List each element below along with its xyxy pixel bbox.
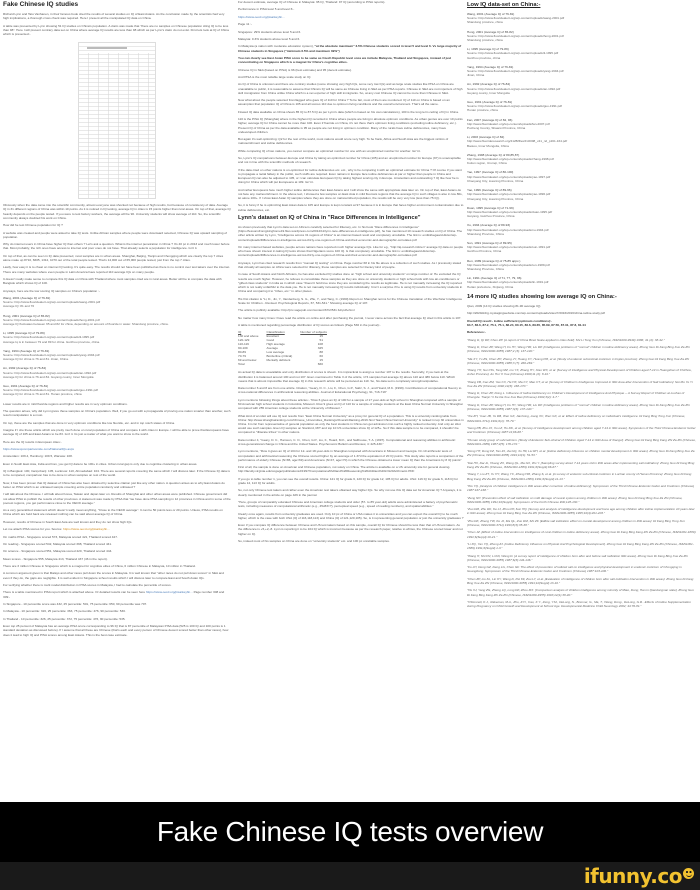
percentile-line: In Thailand - 10 percentile: 326, 25 percentile: 372, 75 percentile: 476, 90 percentile: 535. bbox=[3, 616, 126, 621]
reference-item: "Geng PB, Zhu JX, Xu LZ, Hu DK, et al. [Survey of intelligence development among children aged 7-14 in IDD areas]. Symposium of the Third Chinese Endemic Goiter and Cretinism (Chinese) 1987:11;66-68." bbox=[467, 426, 696, 435]
paragraph: Anyways, Lynn has cited research results from "manual IQ testing" on China. Page number 68 in his file above is a collection of such studies. As I previously stated that virtually all samples on Africa were selected for illiteracy, these samples are selected for literacy kind of people. bbox=[238, 260, 462, 270]
study-heading: Wang, 2001 (Average IQ of 76-81) bbox=[3, 295, 51, 300]
study-source-link[interactable]: Source: http://www.fluoridealert.org/wp-content/uploads/li-1995.pdf bbox=[467, 51, 559, 56]
reference-item: "Chen JZ. [Effect of iodine intervention on intelligence of rural children in iodine deficiency areas]. Zhong Guo Di Fang Bing Fang Zhi Za Zhi (Chinese, ISSN1001-1889) 1991;6(Suppl):19-21." bbox=[467, 530, 696, 539]
reference-item: "Wang D, Chen ZP, Dong L. Influence of Iodine Deficiency on Children's Development of Intelligence And Physique -- A Survey Report of Children at Luchao of Chengde. Tianjin Yi Ke Da Xue Xue Bao (Chinese) 1994;3(2): 4-7." bbox=[467, 391, 685, 400]
table-row: 130 and above Excellent 15 bbox=[238, 334, 323, 339]
paragraph: Even if you compare IQ difference between Chinese and US test takers based on this sample, overall IQ for Chinese should be less than that of US test takers. As the difference is +5,+2,-8. Lynn is reporting it to be 104 IQ which is incorrect because as per the research paper, relative to whites, the Chinese scored lower and not higher on IQ. bbox=[238, 523, 463, 536]
paragraph: But again it's well optimizing: Q2 for the rest of the world, most nations would score very high. To be frank, Africa and South Asia are the biggest victims of malnourishment and iodine deficiencies. bbox=[238, 137, 449, 146]
paragraph: As actual IQ data is unavailable and only distribution of scores is shown. It is impractical to assign a number 107 to the results. Secondly, if you look at the distribution it is balanced around 100 and not 107. Even mentioned in Table II of the article, 174 samples had average IQ above 110 and 486 below 110. Which means that is almost impossible that average IQ in this research article will be perceived as 110. So, his data set is completely wrong/manipulative. bbox=[238, 370, 456, 383]
reference-item: "Wang H, Shi FN, Li KD, Wang D. [A survey report of intelligence of children born after and before salt iodization IDD areas]. Zhong Guo Di Fang Bing Xue Za Zhi (Chinese, ISSN1000-4955) 1987;6(3):144-146." bbox=[467, 553, 688, 562]
reference-item: "Wang FB, Cao ZM, Yao CX, He HX, Ma CY, Mao CT, et al. [Survey of Children's Intelligence Improved in IDD Area after Intervention of Salt Iodization]. Nei Mo Ye Yi Xue Za Zhi (Chinese) 1992;14(3): 168-170." bbox=[467, 379, 693, 388]
reference-item: "Wang Y, Liu ZT, Yu HY, Wang YC, Zhang HM, Zhang S, et al. [A survey of endemic sub-clinical cretinism in Luchan county of Henan Province]. Zhong Guo Di Fang Bing Fang Zhi Za Zhi (Chinese, ISSN1001-1889) 1991;6(Suppl):11-13." bbox=[467, 472, 692, 481]
reference-item: "Ma XY, Yu ZS, Chen ZH, Zheng JY, Huang CY, Huang PM, et al. [Study of endemic subcretinal cretinism in Fujian province]. Zhong Guo Di Fang Bing Xue Za Zhi (Chinese, ISSN1000-4955) 1988;3 (7): 266-269." bbox=[467, 356, 690, 365]
paragraph: And rather Europeans face much higher iodine deficiencies than East Asians and I will show the same with appropriate data later on. On top of that, East Asians do not face any malnourishment. In the above text, I showed a few samples on East Asia in mild fluorosis regions that the average IQ in such villages is also in low 80s, let alone 100+. If I show East Asian IQ samples where they are done on malnourished population, the results will be very very low (less than 75 IQ). bbox=[238, 187, 463, 201]
pisa-source-link[interactable]: https://www.oecd.org/pisa/keyfin... bbox=[63, 527, 110, 532]
paragraph: It doesn't really make sense to compare this IQ data on China with Thailand where most samples cited are in rural areas. Better will be to compare the data with Bangkok which shows IQ of 100. bbox=[3, 276, 222, 286]
reference-item: "Li XQ, Yan YQ, Zheng ZJ. [Iodine Deficiency Influence on Physical And Psychological Development]. Zhong Guo Di Fang Bing Fang Zhi Za Zhi (Chinese, ISSN1001-1889) 1991;6(Suppl):1-3." bbox=[467, 542, 694, 551]
paragraph: For verifying whether there is multi modal distribution in PISA scores in Malaysia, I had to calculate the percentile of scores. bbox=[3, 583, 172, 588]
study-entry: Duan, 1995 (Average IQ of 71-99) http://www.fluoridealert.org/wp-content/uploads/duan-1995.pdf Guiyang, Guizhou Province, China bbox=[467, 206, 697, 219]
pisa-keyfindings-link[interactable]: https://www.oecd.org/pisa/keyfin... bbox=[238, 14, 285, 19]
study-entry: Ren, 1989 (Average IQ of 75-85 appx.) http://www.fluoridealert.org/wp-content/uploads/ren-1989.pdf Shandong Province, China bbox=[467, 259, 697, 272]
paragraph: Data number 4, "Geary, D. C., Hamson, C. O., Chen, G.P., Liu, F., Hoard, M.K., and Salthouse, T. A. (1997). Computational and reasoning abilities in arithmetic: cross-generational change in China and the United States. Psychonomic Bulletin and Review, 4: 425-430." bbox=[238, 437, 456, 447]
column-3 bbox=[467, 0, 697, 612]
section-heading-low-iq-dataset: Low IQ data-set on China:- bbox=[467, 2, 541, 8]
study-entry: Zhang, 1998 (Average IQ of 80,85,87) http://www.fluoridealert.org/wp-content/uploads/zhang-1998.pdf Kuitun region, Urumqi, China bbox=[467, 153, 697, 166]
study-note: Average IQ for china is 76 and 84. Guyang county, Inner Mongolia bbox=[3, 374, 94, 379]
pisa-score: Mean scores - Singapore 555, Malaysia 413, Thailand 437 (46 in the report). bbox=[3, 556, 108, 561]
paragraph: On top, these are the samples that are done in very optimum conditions like low fluoride, etc. and in top notch states of China. bbox=[3, 420, 175, 425]
study-source-link[interactable]: http://www.fluoridealert.org/wp-content/uploads/zhang-1998.pdf bbox=[467, 157, 554, 162]
reference-item: "Dong HT, Dong FZ, Tan ZJ, Jia GQ, Xu HF, Liu RH, et al. [Iodine deficiency influence on children mental development in IDD areas]. Zhong Guo Di Fang Bing Xue Za Zhi (Chinese, ISSN1000-4955) 1991;10(1): 51-53." bbox=[467, 449, 695, 458]
paragraph: The question arises, why did Lynn ignore these samples on China's population. Well, if you go out with a propaganda of proving one nation smarter than another, such result manipulation is a must. bbox=[3, 409, 231, 418]
meme-caption: Fake Chinese IQ tests overview bbox=[156, 816, 544, 847]
study-note: Average IQ fluctuates between 65 and 82 for china, depending on amount of fluoride in water. Shandong province, china. bbox=[3, 321, 169, 326]
section-heading-14-more-studies: 14 more IQ studies showing low average IQ on China:- bbox=[467, 293, 617, 300]
study-source-link[interactable]: Source: http://www.fluoridealert.org/wp-content/uploads/an-1992.pdf bbox=[467, 86, 561, 91]
study-heading: Li, 1995 (Average IQ of 79-89) bbox=[3, 331, 45, 336]
reference-item: "Xie ZH, Yuan JB, Ye DB, Wen GX, Jianhong, Liang XC, Wen GX, et al. Effect of iodine deficiency on individual's intelligence. Di Fang Bing Tong Xun (Chinese, ISSN1001-3711) 1991;6(1): 78-79." bbox=[467, 414, 686, 423]
qian-study-link[interactable]: http://2020drdrg.mystagingwebsite.com/wp-content/uploads/sites/7/2016/2016/china-iodine-study.pdf bbox=[467, 311, 605, 316]
study-entry: Guo, 1991 (Average IQ of 76-81) Source: http://www.fluoridealert.org/wp-content/uploads/guo-1991.pdf Hunan province, china bbox=[467, 100, 697, 113]
pisa-score: On science - Singapore scored 551, Malaysia scored 420, Thailand scored 444. bbox=[3, 549, 113, 554]
study-source-link[interactable]: http://www.fluoridealert.org/wp-content/uploads/yao-1997.pdf bbox=[467, 174, 551, 179]
study-note: Average Iq is in between 79 and 89 for china. Guizhou province, china. bbox=[3, 339, 100, 344]
paragraph: Imagine if I cite these article which are pretty much done on rural population of China and compare it with cities in Europe. I will be able to prove that Europeans have average IQ of 105 and East Asians to be 83. Isn't it. Its just a matter of what you want to show to the world. bbox=[3, 427, 229, 437]
study-entry: Yao, 1997 (Average IQ of 80-100) http://www.fluoridealert.org/wp-content/uploads/yao-1997.pdf Chaoyang City, Liaoning Province, China bbox=[467, 170, 697, 183]
paragraph: Lower results are in mild fluoride regions and higher results are in very optimum conditions. bbox=[3, 401, 128, 406]
overall-iq-values: 84.7, 86.6, 87.2, 75.1, 75.1, 88.24, 80.15, 86.6, 89.65, 85.89, 87.56, 87.31, 87.8, 81.44 bbox=[467, 322, 586, 327]
study-source-link[interactable]: Source: http://www.fluoridealert.org/wp-content/uploads/wang-2001.pdf bbox=[3, 300, 101, 305]
paragraph: So, it is funny if he is optimizing East Asian data to 105 and Europe is kept constant at 97 because it is in Europe that faces higher environment contamination due to iodine deficiencies, etc. bbox=[238, 203, 464, 212]
paragraph: Here are the IQ results in European cities:- bbox=[3, 439, 62, 444]
reference-item: "Zhu DK, Zheng TW, Ke JJ, Ma QL, Zuo DM, Shi ZF. [Edible salt iodization effect on mental development among children in IDD areas]. Di Fang Bing Tong Xun (Chinese, ISSN1000-3711) 1993;8(3):35-38." bbox=[467, 518, 685, 528]
study-entry: Fan, 2007 (Average IQ of 84, 96) http://www.fluoridealert.org/wp-content/uploads/fan-2007.pdf Pucheng County, Shaanxi Province, China bbox=[467, 118, 697, 131]
reference-item: "Wang D, Chen ZP, Wang H, Fu HY, Wang HM, Liu DP. [Intelligence problems of "normal" children in iodine deficiency areas]. Zhong Guo Di Fang Bing Xue Za Zhi (Chinese, ISSN1000-4955) 1987;3(3): 137-140." bbox=[467, 402, 690, 412]
paragraph: A website was created and people were asked to take IQ tests. Unlike African samples where people were downward selected, Chinese IQ was upward sampling of population. bbox=[3, 230, 227, 239]
study-entry bbox=[3, 384, 231, 397]
paragraph: Data number 6 and 8 are from one article. Citation, "Geary, D. C., Liu, F., Chen, G.P., Saltz, S. J., and Hoard, M.K. (1999). Contributions of computational fluency to cross-national differences in arithmetical reasoning abilities. Journal of Educational Psychology, 91, 716-719" bbox=[238, 386, 462, 395]
study-heading: Hong, 2001 (Average IQ of 65-82) bbox=[3, 313, 50, 318]
percentile-line: In Malaysia - 10 percentile: 316, 25 percentile: 363, 75 percentile: 476, 90 percentile: 530. bbox=[3, 609, 126, 614]
study-source-link[interactable]: http://www.fluoridealert.org/wp-content/uploads/lin-1991.pdf bbox=[467, 280, 549, 285]
bold-conclusion: You can clearly see East Asian PISA score to be same as Czech Republic level once we include Malaysia, Thailand and Singapore, instead of just concentrating on Singapore which is a magnet for China's cognitive elites. bbox=[238, 55, 452, 65]
section-subtitle: Qian, 2009 (14 IQ studies showing 81-90 average IQ) bbox=[467, 303, 541, 308]
reference-item: "Zeng SH. [Prevention effect of salt iodization on mild damage of neural system among children in IDD areas]. Zhong Guo Di Fang Bing Xue Za Zhi (Chinese, ISSN1000-4955) 1991;10(Suppl): Symposium of the Forth Chinese IDD;128-130." bbox=[467, 495, 683, 504]
study-note: Average IQ for china is 76 and 81. Hunan province, china bbox=[3, 392, 82, 397]
study-entry bbox=[3, 366, 231, 379]
paragraph: Lynn mentions following things about these articles:- "Row 6 gives an IQ of 100 for a sample of 17 year-olds at high school in Shanghai compared with a sample of 60 American high school students in Columbia, Missouri. Row 9 gives an IQ of 110 for a sample of college students at the East China Normal University in Shanghai compared with 255 American college students at the University of Missouri." bbox=[238, 397, 463, 411]
paragraph: If the data cited on other nations is un-optimized for iodine deficiencies etc. etc., why is he comparing it with an optimized estimate for China ? Of course if you want to propagate a racial fallacy in the public, such stuffs are required. Even nations in Europe face iodine deficiencies at par or higher than people in China and European IQ can also be adjusted to 105, or I can calculate European IQ by taking highest scoring city in Europe. Amsterdam and outstanding 7 IQ like how he is doing for China which will put Europeans at 109. Isn't it. bbox=[238, 167, 462, 185]
paragraph: As IQ of China is unknown and there are contrary studies (some showing very high IQs, some very low IQs) and as large scale studies like PISA on China are unavailable to public, it is reasonable to assume that China's IQ will be same as Chinese living in SEA as per PISA reports. Chinese in SEA are not importers of high skill immigration from China unlike China which is a net exporter of high skill immigrants. So, at any cost Chinese IQ cannot be more than Chinese in SEA. bbox=[238, 82, 463, 95]
smiley-icon bbox=[683, 868, 694, 879]
paragraph: Why do internet users in China have higher IQ than others ? Let's ask a question. What is the internet penetration in China ? It's 40 pc in 2013 and much lower before that. Most probably, the rich ones have access to internet and poor ones do not have. That already selects a population for intelligence. Isn't it. bbox=[3, 242, 230, 251]
table-header: IQ bbox=[238, 330, 242, 335]
paragraph: However, results of Chinese in South East Asia are well known and they do not show high IQs. bbox=[3, 519, 133, 524]
reference-item: "Wang D, Qi DP, Chen ZP. [A report of China Binet Scale applied in cities field]. Shi Li Tong Xun (Chinese, ISSN1000-9949) 1986; 41 (2): 38-42." bbox=[467, 337, 665, 342]
study-source-link[interactable]: http://www.fluorideresearch.org/412B/files/FJ2008_v41_n2_p161-164.pdf bbox=[467, 139, 568, 144]
overall-iq-label: Overall IQ result:- Iodine sufficient (optimum conditions):- bbox=[467, 318, 553, 323]
iq-distribution-table bbox=[238, 330, 335, 366]
paragraph: Clearly once again, results from university graduates are used. Only 10 pc of China or USA makes it to universities and you can expect the overall IQ to be much higher, which is the case with both USA (IQ of 116,118,113) and China (IQ of 121,120,105). So, is it representing general population or just the university graduates ? bbox=[238, 511, 464, 520]
study-entry: Li, 2003 (Average IQ of 82) http://www.fluorideresearch.org/412B/files/FJ2008_v41_n2_p161-164.pdf Baotou, Inner Mongolia, China bbox=[467, 135, 697, 148]
paragraph: Performance in PISA level 5 and level 6:- bbox=[238, 7, 295, 12]
study-entry bbox=[3, 349, 231, 362]
study-heading: Guo, 1991 (Average IQ of 76-81) bbox=[3, 384, 49, 388]
reference-item: "Dai HX, Dai JL, Huang ZX, Wang QL, Ma GX, Wu Y. [Sampling survey about 7-14 years old in IDD areas after implementing salt iodization]. Zhong Guo Di Fang Bing Fang Zhi Za Zhi (Chinese, ISSN1001-1889) 1991;6(Suppl):66-67." bbox=[467, 460, 695, 470]
paragraph: While comparing IQ of two nations, you cannot compare an optimized number for one with an unoptimized number for another. Isn't it. bbox=[238, 148, 421, 153]
intro-paragraph: A table was presented by Lynn showing 51 IQ studies on China's population. A claim was made that "there are no samples on Chinese population citing IQ to be less than 98". Here I will present contrary data set on China where average IQ results are less than 98 which as per Lynn's claim do not exist. First lets look at IQ of China which is presented:- bbox=[3, 23, 229, 36]
study-source-link[interactable]: Source: http://www.fluoridealert.org/wp-content/uploads/yang-1994.pdf bbox=[3, 352, 100, 357]
paragraph: Malaysia: 0.3% students above level 5 and 6. bbox=[238, 36, 301, 41]
paragraph: A common argument given is that Malays and other races pull down the scores in Malaysia. It is well known that "other races do not pull down scores" in SEA and even if they do, the gaps are negligible. It is well evident in Singapore school results which I will discuss later to compare East and South Asian IQs. bbox=[3, 571, 224, 580]
paragraph: First of all, the sample is done on American and Chinese population, not solely on China. The article is available on a US university site for general viewing. http://faculty.virginia.edu/cogage/publications2/1997/Computational%20and%20Reasoning%20Abilities%20in%20Arithmetic.PDF bbox=[238, 465, 451, 474]
study-entry: Wang, 2001 (Average IQ of 76-81) Source: http://www.fluoridealert.org/wp-content/uploads/wang-2001.pdf Shandong province, china bbox=[467, 12, 697, 25]
pisa-score: On reading - Singapore scored 542, Malaysia scored 398, Thailand scored 441. bbox=[3, 541, 112, 546]
paragraph: How did he test Chinese population for IQ ? bbox=[3, 223, 63, 228]
paragraph: What kind of an idiot will use IQ test results from "East China Normal University" as a proxy for general IQ of a population. This is a university ranking table from China: http://www.shanghairanking.com/Chinese_Universities_Rankings/Overall-Ranking-2016.html "East China Normal University" is ranked in top 30 universities in China. It is far from representative of general population as only the best students in China can get admission into such a highly ranked university. And only an idiot would use such samples. Even IQ samples on Stanford, MIT and top 10 US universities show IQ of 125+. So if this data sample is to be compared, it shouldn't be compared to "illiterate tribes" in other nations. bbox=[238, 413, 464, 435]
paragraph: I will talk about the Chinese. I will talk about Korea, Taiwan and Japan later on. Results of Shanghai and other urban areas were published. Chinese government did not allow PISA to publish the results of other provinces. A statement was made by PISA that "we have done PISA sampling in 12 provinces in China and in some of the poorest regions, you get performance close to the OECD average." bbox=[3, 492, 231, 505]
study-source-link[interactable]: http://www.fluoridealert.org/wp-content/uploads/sun-1991.pdf bbox=[467, 245, 551, 250]
study-entry bbox=[3, 314, 231, 327]
paragraph: For decent estimate, average IQ of Chinese in Malaysia: 95 IQ, Thailand: 97 IQ (according to PISA reports). bbox=[238, 0, 386, 4]
table-row: 70-79 Borderline (critical) 60 bbox=[238, 354, 323, 359]
study-entry: Lin, 1991 (Average IQ of 71, 77, 79, 96) http://www.fluoridealert.org/wp-content/uploads/lin-1991.pdf Hetian prefecture, Xinjiang, China bbox=[467, 276, 697, 289]
paragraph: So, not only Chinese test takers and rather even the American test takers obtained way higher IQs. So why not use this IQ data set for American IQ ? Anyways, it is clearly mentioned in the article on page 426 in the journal. bbox=[238, 488, 462, 497]
paragraph: Chinese IQ in SEA (based on PISA) is 96 (best estimate) and 95 (decent estimate). bbox=[238, 67, 352, 72]
table-row: 69 and below Mentally deficient 15 bbox=[238, 358, 323, 363]
table-note-paragraph: There is a table mentioned in PISA report which is attached above. Or detailed results can be seen here https://www.oecd.org/pisa/keyfin... Page number 308 and 309:- bbox=[3, 590, 225, 599]
paragraph: Now what about the people selected from/lagged who gave IQ of 110 for China ? To be fair, most of them are monitored. IQ of 110 on China is based on an assumption that population IQ of China is 105 and all scores 110 due to optimum living conditions and the overall environment. That's all the same. bbox=[238, 98, 450, 107]
paragraph: A table is mentioned regarding percentage distribution of IQ scores as follows (Page 536 in the journal):- bbox=[238, 323, 381, 328]
study-entry: An, 1992 (Average IQ of 76-84) Source: http://www.fluoridealert.org/wp-content/uploads/an-1992.pdf Guyang county, Inner Mongolia bbox=[467, 82, 697, 95]
table-row: 120-129 Good 51 bbox=[238, 338, 323, 343]
study-entry: Hong, 2001 (Average IQ of 65-82) Source: http://www.fluoridealert.org/wp-content/uploads/hong-2001.pdf Shandong province, china bbox=[467, 30, 697, 43]
paragraph: As a very generalized statement which doesn't really mean anything, "Close to the OECD average". It can be 50 points less or 20 points. Unless, PISA results on China which are held back are released nothing can be said about average IQ of China. bbox=[3, 508, 223, 517]
percentile-line: In Singapore - 10 percentile score was 432, 25 percentile: 501, 75 percentile: 650, 90 percentile was 707. bbox=[3, 602, 148, 607]
column-2 bbox=[238, 0, 464, 546]
paragraph: "Here, groups of comparably educated Chinese and American college students and older (57- to 85 year-old) adults were administered a battery of psychometric tests, including measures of computational arithmetic (e.g., 45x83=?), perceptual speed (e.g., speed of reading numbers), and spatial abilities." bbox=[238, 499, 458, 509]
section-heading-lynn-dataset: Lynn's dataset on IQ of China in "Race Differences in Intelligence" bbox=[238, 215, 421, 222]
study-source-link[interactable]: Source: http://www.fluoridealert.org/wp-content/uploads/an-1992.pdf bbox=[3, 370, 97, 375]
paragraph: Obviously when the data came into the scientific community, almost everyone was shocked not because of high results, but because of consistency of data. Average IQ in 31 different regions of China was within 10 points. As it is noticed in IQ testing, average IQ in cities is 15 points higher than rural areas. On top of that, average IQ heavily depends on the people tested. If you were to test factory workers, the average will be 90. University students will show average of 110. So, the scientific community always doubted his work on China. bbox=[3, 203, 231, 220]
intro-paragraph: Richard Lynn and Tatu Vanhanen, in their famous book cited the results of several studies on IQ of East Asians. As the conclusion made by the scientists had very high implications, a thorough cross check was required. Here I present all the manipulated IQ data on China. bbox=[3, 12, 225, 21]
column-1 bbox=[3, 0, 231, 640]
paragraph: Even top 25 percent of Malaysia has an average PISA score corresponding to 96 IQ that is 87 percentile of Malaysian PISA data (525 is 100 IQ and 100 points is 1 standard deviation as discussed before). If I assume that all these are Chinese (that's each and every person of Chinese decent scored better than other races), how does it lead to high IQ and PISA scores among East Asians. This is the best case estimate. bbox=[3, 624, 229, 637]
iq-comparison-link[interactable]: https://www.iqcomparisonsite.com/NationalIQs.aspx bbox=[3, 446, 75, 451]
paragraph: Now, it has been proven that IQ dataset of China has also been obtained by selective citation just like any other nation. A question arises as to why East Asians do better on PISA which is an unbiased sample covering entire population randomly and unbiased ? bbox=[3, 480, 225, 489]
reference-item: "Wang D, Chen ZP, Wang H, Fu HY, Wang HM, Liu DP. [Intelligence problems of "normal" children in iodine deficiency areas]. Zhong Guo Di Fang Bing Xue Za Zhi (Chinese, ISSN1000-4955) 1987;2 (3): 137-140." bbox=[467, 344, 690, 354]
study-entry: Li, 1995 (Average IQ of 79-89) Source: http://www.fluoridealert.org/wp-content/uploads/li-1995.pdf Guizhou province, china bbox=[467, 47, 697, 60]
reference-item: "Wang YH, Sun HG, Tang MZ, Liu YX, Zhang HY, Xiao WX, et al. [Survey of Intelligence and Physical Development of Children aged 7-14 in Huangshan of Chizhou, Anhui Province]. An Hui Yi Xue (Chinese) 1990;11 (2): 8-10." bbox=[467, 368, 692, 377]
paragraph: 110 is the PISA IQ (Shanghai) where in the highest IQ recorded in China where people are living in absolute optimum conditions. As urban gentes are over 10 points higher, average IQ for China cannot be more than 100. Even if fluoride on China, it's not there that's optimum living conditions (excluding iodine deficiency, etc.). Present IQ of China as per the data available is 95 as people are not living in optimum condition. Many of the rurals have iodine deficiencies, many have undeveloped children. bbox=[238, 117, 463, 134]
paragraph: His first citation is "Li, D., Jin, Y., Vandenberg, S. G., Zhu, Y., and Tang, C. (1990) Report on Shanghai norms for the Chinese translation of the Wechsler Intelligence Scale for Children - Revised. Psychological Reports, 67, 531-541." Showing average IQ of 107. bbox=[238, 296, 463, 305]
study-source-link[interactable]: http://www.fluoridealert.org/wp-content/uploads/fan-2007.pdf bbox=[467, 121, 550, 126]
study-entry bbox=[3, 296, 231, 309]
study-source-link[interactable]: Source: http://www.fluoridealert.org/wp-content/uploads/li-1995.pdf bbox=[3, 335, 95, 340]
reference-item: "Chen ZP, Liu KL, Lin KY, Wang D, Pei KF, Zou LY, et al. [Evaluation of intelligence of children born after salt iodization intervention in IDD areas]. Zhong Guo Di Fang Bing Xue Za Zhi (Chinese, ISSN1000-4955) 1991;10(Suppl):13-16." bbox=[467, 576, 694, 585]
table-row: Total 660 bbox=[238, 362, 323, 367]
paragraph: Page 11 :- bbox=[238, 22, 253, 27]
study-note: Average IQ: 81 and 76 bbox=[3, 304, 35, 309]
paragraph: Amsterdam: 109.4, Hamburg: 109.5, Warsaw: 108. bbox=[3, 454, 73, 459]
paragraph: The article is publicly available: http://prx.sagepub.com/content/67/2/531.full.pdf+html bbox=[238, 308, 355, 313]
study-entry: Sun, 1991 (Average IQ of 89-95) http://www.fluoridealert.org/wp-content/uploads/sun-1991.pdf Guizhou Province, China bbox=[467, 241, 697, 254]
reference-item: "He XJ, Yang ZG, Zheng LQ, Long DF, Zhou MX. [Comparison analysis of children intelligence among minority of Miao, Dong, Han in Qiandongnan state]. Zhong Guo Di Fang Bing Fang Zhi Za Zhi (Chinese, ISSN1000-4955) 1993;12(1):38-40." bbox=[467, 588, 694, 597]
ifunny-logo: ifunny.co bbox=[584, 864, 694, 888]
reference-item: "Fu LH, Deng GZ, Deng LG, Chen GF. The effect of prevention of iodized salt on intelligence and physical development in endemic cretinism of Chongqing in Guangdong. Symposium of the Third Chinese Endemic Goiter and Cretinism (Chinese) 1987:103-106." bbox=[467, 565, 682, 574]
study-heading: Yang, 1994 (Average IQ of 76-81) bbox=[3, 348, 50, 353]
table-row: 90-109 Average 325 bbox=[238, 346, 323, 351]
study-source-link[interactable]: http://www.fluoridealert.org/wp-content/uploads/yao-1996.pdf bbox=[467, 192, 551, 197]
study-note: Average IQ for china is 76 and 81. Jinan, China. bbox=[3, 357, 69, 362]
malaysia-paragraph: In Malaysia (a nation with moderate education system), "at the absolute maximum" 3.5% Chinese students scored in level 5 and level 6. Vs large majority of Chinese students in Singapore ("minimum 6.5% and maximum 39%") bbox=[238, 44, 462, 53]
study-entry: Yang, 1994 (Average IQ of 76-81) Source: http://www.fluoridealert.org/wp-content/uploads/yang-1994.pdf Jinan, China bbox=[467, 65, 697, 78]
study-source-link[interactable]: http://www.fluoridealert.org/wp-content/uploads/xu-1994.pdf bbox=[467, 227, 549, 232]
paragraph: Flowed IQ data available on China shows 85 IQ to 87.5 IQ as per Lynn's data (which is based on his own calculations), 100 is the long term ceiling of IQ in China. bbox=[238, 109, 459, 114]
paragraph: On many internet based websites, people across nations have reported much higher average IQs. Like for eg., "http://iq-research.info/en" average IQ data on people who have shown interest in taking IQ tests shows that Nigerians score 100 IQ. Is that completely unreliable. The link is: emilkirkegaard.dk/en/wp-content/uploads/Differences-in-intelligence-across-thirty-one-regions-of-China-and-their-economic-and-demographic-correlates.pdf bbox=[238, 245, 464, 258]
paragraph: IQ in Bangkok: 100, Iran(urban): 105, Lucknow: 110, Ahmedabad: 104. There are several reports covering the same which I will discuss later. If the Chinese IQ data is to be compared, comparison has to be done in urban samples on rest of the world. bbox=[3, 469, 230, 478]
study-source-link[interactable]: http://www.fluoridealert.org/wp-content/uploads/ren-1989.pdf bbox=[467, 262, 550, 267]
pisa-source-paragraph: Let me attach PISA scores for you. Source: https://www.oecd.org/pisa/keyfin... bbox=[3, 527, 110, 532]
study-source-link[interactable]: Source: http://www.fluoridealert.org/wp-content/uploads/yang-1994.pdf bbox=[467, 69, 564, 74]
paragraph: On top of that, as can be seen in IQ data presented, most samples are in urban areas. Shanghai, Beijing, Tianjin and Chongqing which are clearly the top 7 cities alone make up 8710, 6605, 1312, 1070 out of the total people tested. That's 14,000 out of 65,000 people tested, just from the top 7 cities. bbox=[3, 253, 224, 262]
paragraph: Anyways, here are the low scoring IQ samples on China's population :- bbox=[3, 288, 100, 293]
study-heading: An, 1992 (Average IQ of 76-84) bbox=[3, 366, 47, 371]
reference-item: "Human study group of subcretinism. [Study of Endemic Sub-clinical of Children Aged 7-14 in IDD Area of Xiangxi]. Zhong Guo Di Fang Bing Fang Zhi Za Zhi (Chinese, ISSN1001-1889) 1987;2(5): 170-172." bbox=[467, 437, 696, 446]
paragraph: As shown previously that Lynn's data set on Africa is carefully selected for illiteracy, etc. In his book "Race differences in Intelligence" (https://lessonsfromgivinghome19.files.wordpress.com/2012/11/lynn-race-differences-in-intelligence.pdf), he has mentioned 10 research studies on IQ of China. The other article written by Lynn, "Intelligence across 31 regions of China" is an internet based result and completely unreliable. The link is: emilkirkegaard.dk/en/wp-content/uploads/Differences-in-intelligence-across-thirty-one-regions-of-China-and-their-economic-and-demographic-correlates.pdf bbox=[238, 225, 463, 242]
table-header: Number of subjects bbox=[300, 330, 327, 335]
paragraph: No matter how many times I have read the article on online and after purchasing the journal, I never came across the fact that average IQ cited in this article is 107. bbox=[238, 315, 462, 320]
paragraph: And PISA is the most reliable large scale study on IQ. bbox=[238, 74, 312, 79]
lynn-china-iq-table-image bbox=[78, 42, 156, 199]
paragraph: Lynn mentions, "Row 4 gives an IQ of 104 for 12- and 18-year-olds in Shanghai compared with Americans in Missouri and Georgia. On 10 arithmetic tests of computation and arithmetical reasoning the Chinese scored higher by an average of 1.37d the equivalent of 20 IQ points. This study also reports a comparison of the performance of elderly Chinese (N=86, age=69) and Americans (N=47, age=70) in which the Chinese obtained a lower mean IQ than the Americans by 8 IQ points" bbox=[238, 449, 464, 462]
paragraph: So, Lynn's IQ comparisons between Europe and China by taking an optimized number for China (105) and an unoptimized number for Europe (97) is unacceptable and not in line with the scientific methods of research. bbox=[238, 156, 461, 165]
study-source-link[interactable]: Source: http://www.fluoridealert.org/wp-content/uploads/hong-2001.pdf bbox=[3, 317, 100, 322]
study-source-link[interactable]: Source: http://www.fluoridealert.org/wp-content/uploads/guo-1991.pdf bbox=[3, 388, 98, 393]
paragraph: There are 3 million Chinese in Singapore which is a magnet for cognitive elites of China, 6 million Chinese in Malaysia, 10 million in Thailand. bbox=[3, 564, 196, 569]
table-header: Classification bbox=[266, 330, 285, 335]
pisa-score: On maths PISA - Singapore scored 573, Malaysia scored 421, Thailand scored 427. bbox=[3, 534, 118, 539]
study-source-link[interactable]: Source: http://www.fluoridealert.org/wp-content/uploads/guo-1991.pdf bbox=[467, 104, 562, 109]
references-label: References:- bbox=[467, 330, 486, 335]
study-entry: Xu, 1994 (Average IQ of 89-93) http://www.fluoridealert.org/wp-content/uploads/xu-1994.pdf Shandong Province, China bbox=[467, 223, 697, 236]
study-source-link[interactable]: http://www.fluoridealert.org/wp-content/uploads/duan-1995.pdf bbox=[467, 209, 553, 214]
meme-caption-bar bbox=[0, 802, 700, 862]
reference-item: "O'Donnell, K.J., Rakeman, M.A., Zhu, Z.H., Cao, X.Y., Zeng, Y.M., DeLong, N., Brenner, G., Ma, T., Wang, Dong., DeLong, G.R.. Effects of Iodine Supplementation during Pregnancy on Child Growth and Development at School Age. Developmental Medicine Child Neurology 2002; 44:76-81." bbox=[467, 599, 691, 609]
table-row: 110-119 High average 108 bbox=[238, 342, 323, 347]
page-title: Fake Chinese IQ studies bbox=[3, 1, 79, 8]
table-row: 80-89 Low average 88 bbox=[238, 350, 323, 355]
paragraph: Lastly, how easy it is to cheat on internet IQ testing. It's quite easy. The results should not have been published as there is no control over test takers over the internet. There are many websites where even people in Latin America have reported 110 average IQs on many people. bbox=[3, 265, 231, 274]
watermark-bar bbox=[0, 862, 700, 890]
study-entry: Yao, 1996 (Average IQ of 89-96) http://www.fluoridealert.org/wp-content/uploads/yao-1996.pdf Chaoyang City, Liaoning Province, China bbox=[467, 188, 697, 201]
reference-item: "Wu YQ. [Analysis of children intelligence in IDD areas after correction of iodine deficiency]. Symposium of the Third Chinese Endemic Goiter and Cretinism (Chinese) 1987:167-168." bbox=[467, 484, 695, 493]
paragraph: In case of South Asians and North Africans, he has also excluded IQ studies done on "high school and university students" on large number of. He excluded the IQ results are much higher. However, he refuses to consolidate those samples as they are done on university students or high school kids with low air-conditioners or "gifted class students" in India as in which case "Doesn't hold true since they are considering the results as legitimate. He is not manually increasing the IQ reported which is not really unfaithful to the data you. He is not manually increasing IQ results individually. It isn't a surprise if he is using IQ results from university students in China and comparing it to "tribes, etc." in other places. bbox=[238, 272, 463, 294]
paragraph: Even in South East Asia, India and Iran, you get IQ data to be 100+ in cities. Urban rural gap is only due to cognitive clustering in urban areas. bbox=[3, 461, 198, 466]
pisa-results-link[interactable]: https://www.oecd.org/pisa/keyfin... bbox=[145, 590, 193, 595]
paragraph: If you go to table number 1, you can see the overall results. China: 121 IQ for grade 6, 120 IQ for grade 12, 105 IQ for adults. USA: 116 IQ for grade 6, 118 IQ for grade 12, 113 IQ for adults. bbox=[238, 476, 459, 485]
paragraph: So, indeed most of his samples on China are done on "university students" etc. and 100 pc unreliable samples. bbox=[238, 538, 390, 543]
study-source-link[interactable]: Source: http://www.fluoridealert.org/wp-content/uploads/hong-2001.pdf bbox=[467, 33, 564, 38]
paragraph: Singapore: 29% students above level 5 and 6. bbox=[238, 29, 302, 34]
study-source-link[interactable]: Source: http://www.fluoridealert.org/wp-content/uploads/wang-2001.pdf bbox=[467, 16, 565, 21]
study-entry bbox=[3, 331, 231, 344]
reference-item: "Zuo DM, Zhu DK, Ke JJ, Zhou PF, Sun HQ. [Survey and analysis of intelligence development and bone age among children after iodine implementation 10 years later in IDD areas]. Zhong Guo Di Fang Bing Xue Za Zhi (Chinese, ISSN1000-4955) 1995;10(4):201-203." bbox=[467, 507, 695, 516]
